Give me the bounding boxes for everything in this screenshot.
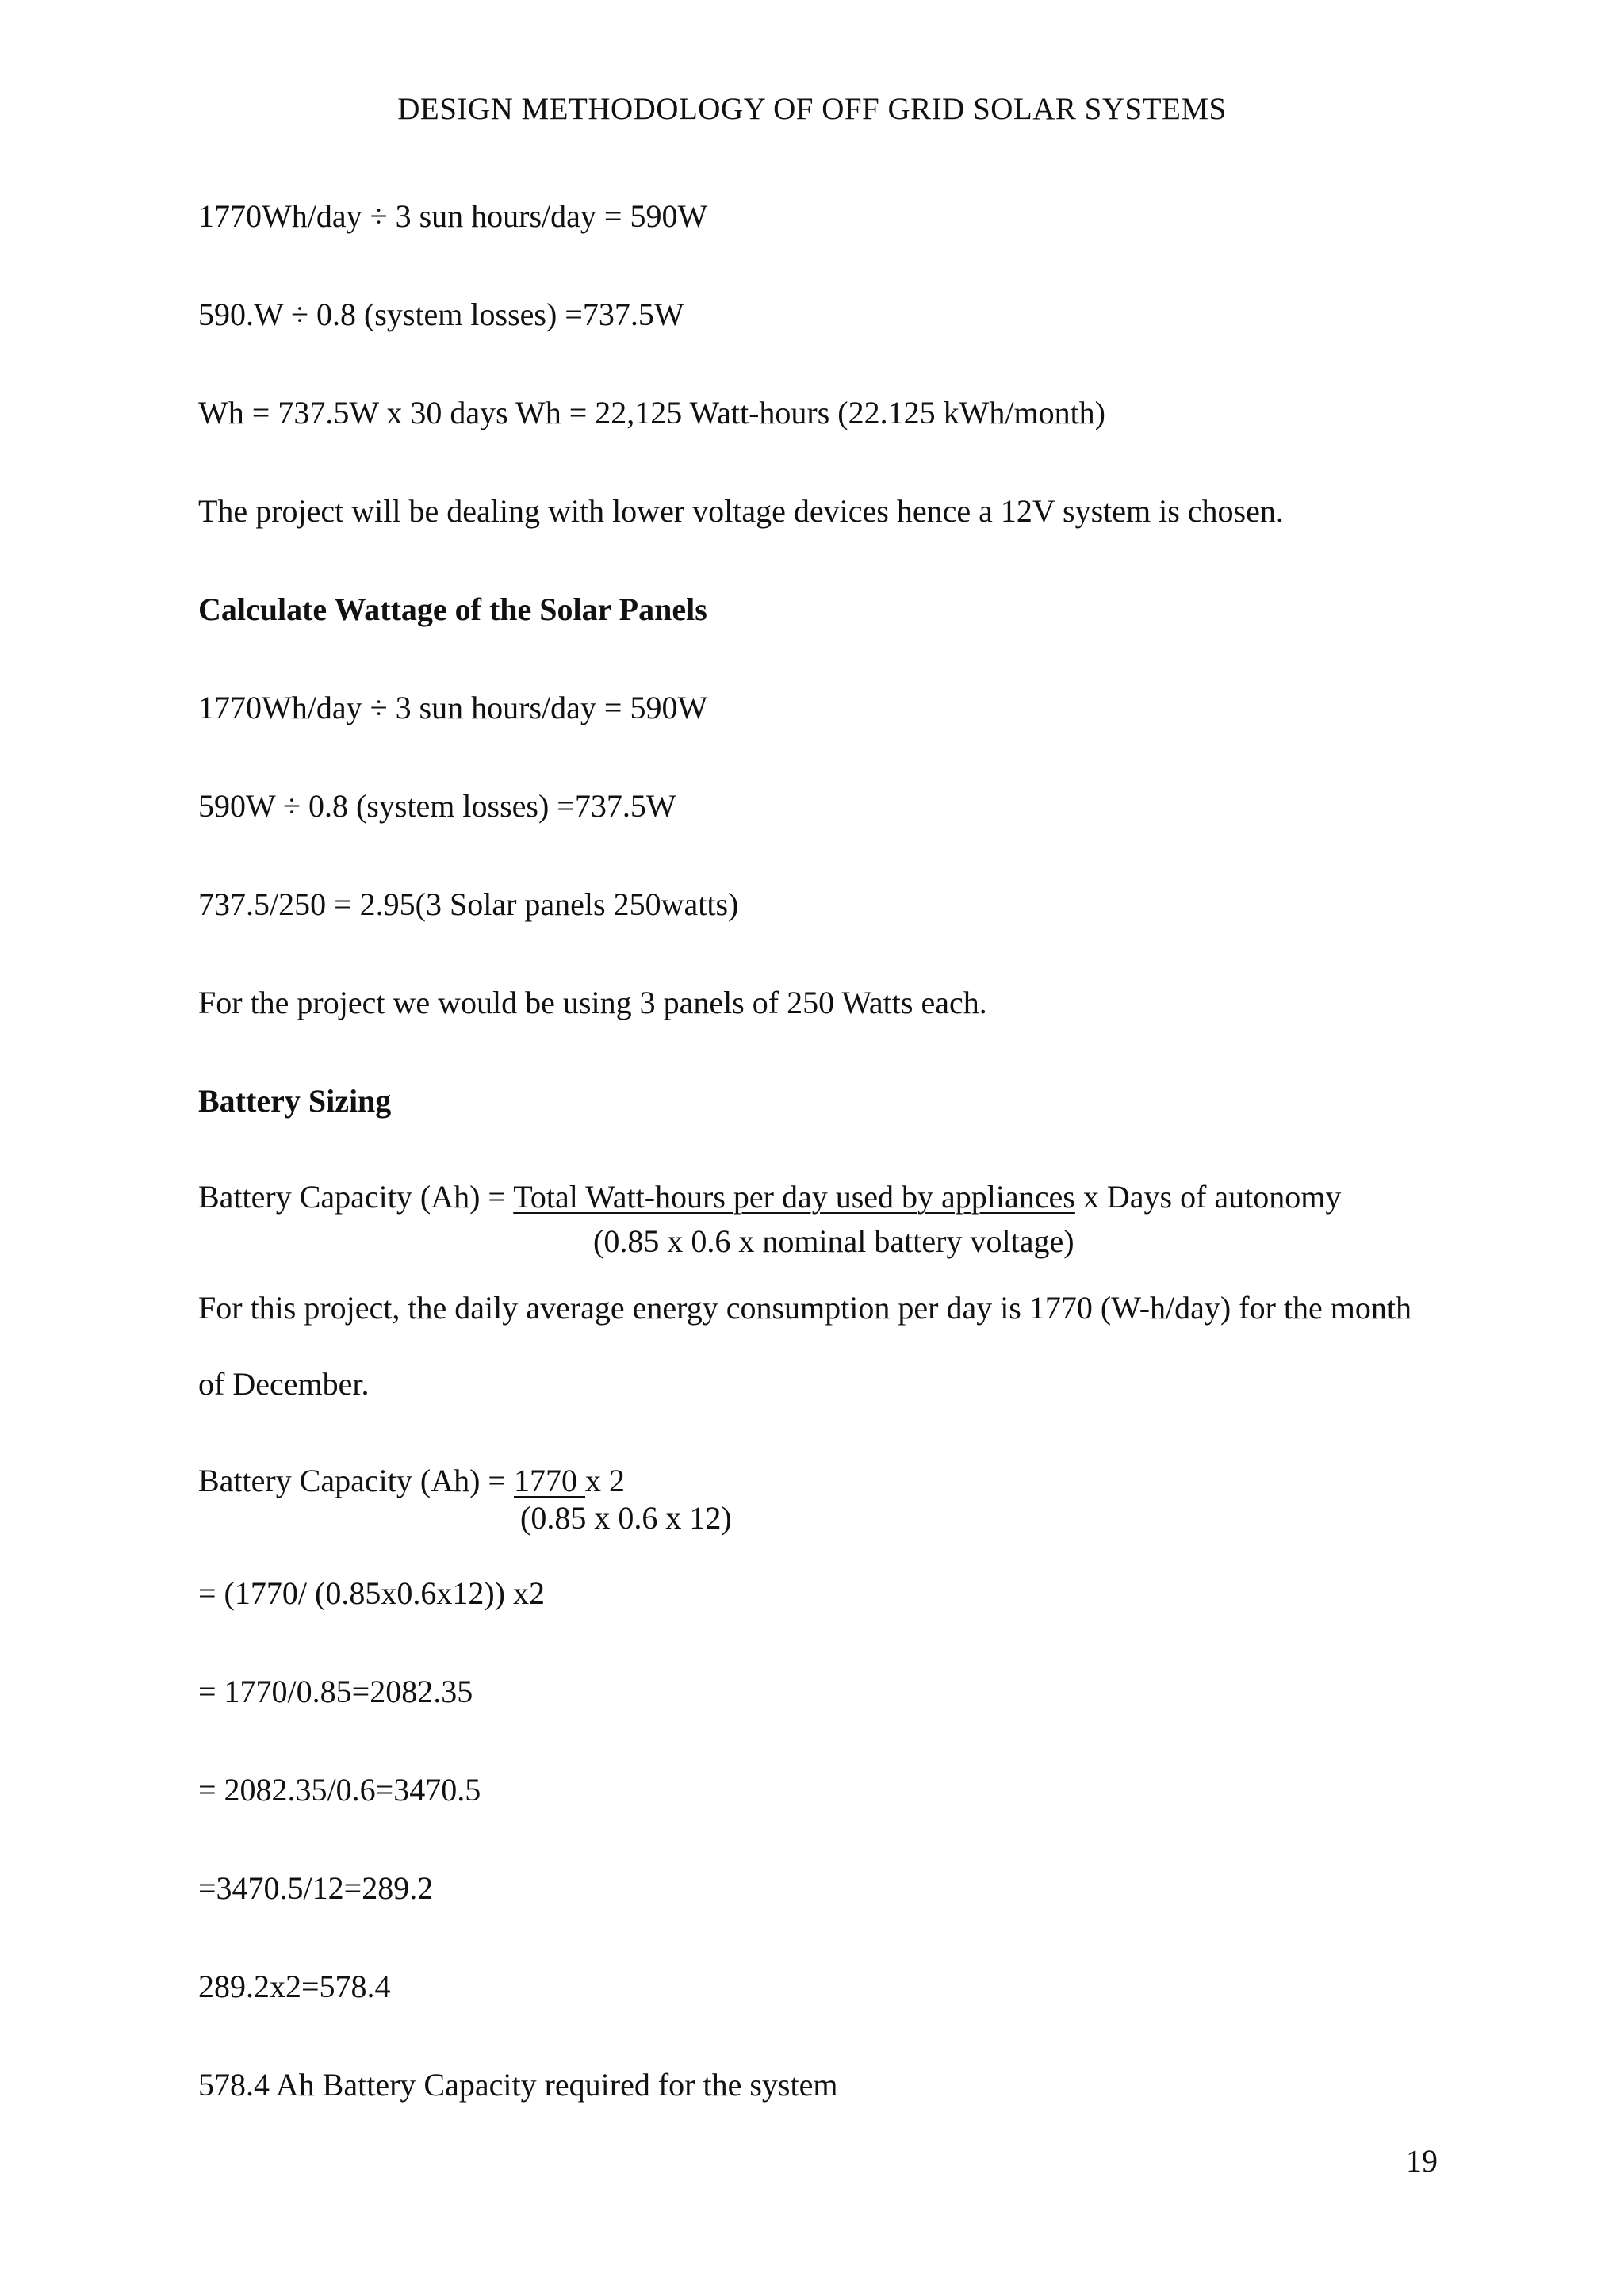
formula-suffix: x Days of autonomy (1074, 1179, 1342, 1215)
calc-line: 1770Wh/day ÷ 3 sun hours/day = 590W (198, 690, 708, 725)
calc-line: 590W ÷ 0.8 (system losses) =737.5W (198, 788, 676, 824)
formula-denominator: (0.85 x 0.6 x nominal battery voltage) (593, 1223, 1074, 1259)
paragraph: For this project, the daily average energy consumption per day is 1770 (W-h/day) for the month (198, 1290, 1411, 1326)
calc-suffix: x 2 (585, 1463, 625, 1498)
calc-denominator: (0.85 x 0.6 x 12) (520, 1500, 732, 1536)
calc-step: = (1770/ (0.85x0.6x12)) x2 (198, 1575, 545, 1611)
calc-step: =3470.5/12=289.2 (198, 1870, 434, 1906)
conclusion: 578.4 Ah Battery Capacity required for the system (198, 2067, 838, 2103)
section-heading: Battery Sizing (198, 1083, 392, 1119)
calc-numerator: 1770 (514, 1463, 585, 1498)
running-header: DESIGN METHODOLOGY OF OFF GRID SOLAR SYSTEMS (397, 92, 1227, 126)
battery-calc (198, 1465, 625, 1497)
calc-step: 289.2x2=578.4 (198, 1969, 391, 2004)
battery-formula (198, 1181, 1341, 1213)
calc-line: 590.W ÷ 0.8 (system losses) =737.5W (198, 297, 684, 332)
page-number: 19 (1406, 2143, 1438, 2179)
calc-step: = 2082.35/0.6=3470.5 (198, 1772, 481, 1808)
paragraph: For the project we would be using 3 panels of 250 Watts each. (198, 985, 987, 1020)
calc-line: 737.5/250 = 2.95(3 Solar panels 250watts) (198, 886, 739, 922)
calc-line: Wh = 737.5W x 30 days Wh = 22,125 Watt-hours (22.125 kWh/month) (198, 395, 1106, 430)
section-heading: Calculate Wattage of the Solar Panels (198, 591, 707, 627)
formula-numerator: Total Watt-hours per day used by appliances (513, 1179, 1075, 1215)
paragraph: of December. (198, 1366, 370, 1402)
formula-prefix: Battery Capacity (Ah) = (198, 1179, 514, 1215)
paragraph: The project will be dealing with lower voltage devices hence a 12V system is chosen. (198, 493, 1284, 529)
calc-line: 1770Wh/day ÷ 3 sun hours/day = 590W (198, 198, 708, 234)
calc-prefix: Battery Capacity (Ah) = (198, 1463, 514, 1498)
calc-step: = 1770/0.85=2082.35 (198, 1674, 473, 1709)
